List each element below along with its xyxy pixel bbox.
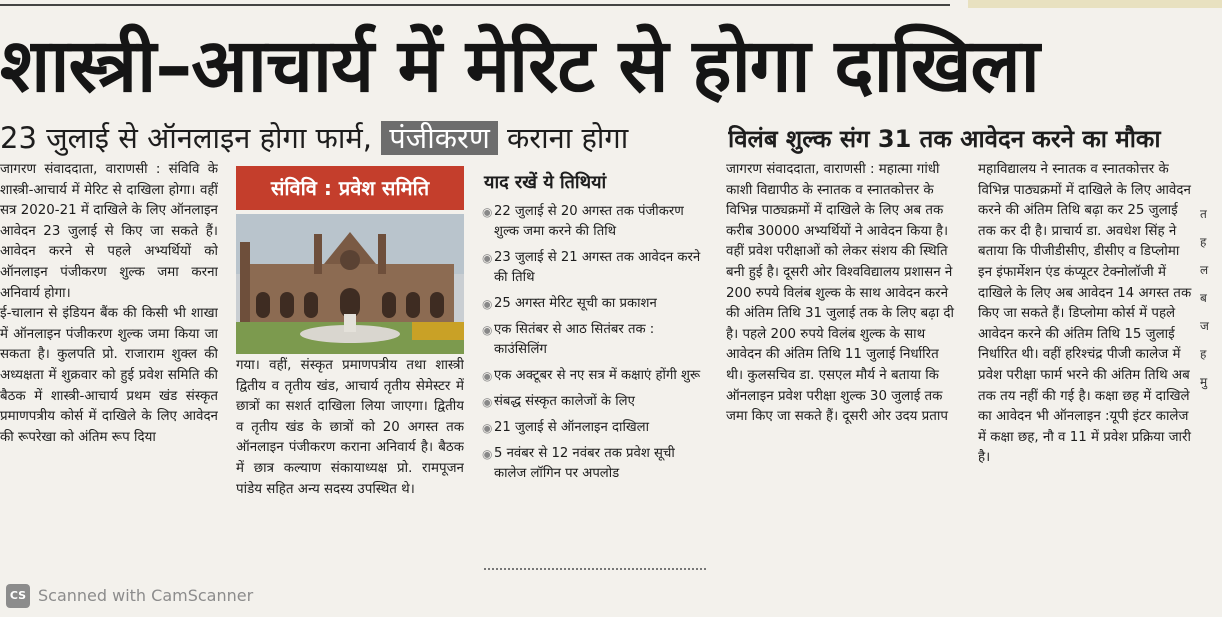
fragment-text: त	[1200, 207, 1207, 221]
date-item-text: एक सितंबर से आठ सितंबर तक : काउंसिलिंग	[494, 322, 655, 357]
bullet-icon: ◉	[482, 395, 493, 409]
bullet-icon: ◉	[482, 447, 493, 461]
left-story-continued: गया। वहीं, संस्कृत प्रमाणपत्रीय तथा शास्त्री द्वितीय व तृतीय खंड, आचार्य तृतीय सेमेस्टर में छात्रों का सशर्त दाखिला लिया जाएगा। द्वितीय व तृतीय खंड के छात्रों को 20 अगस्त तक ऑनलाइन पंजीकरण कराना अनिवार्य है। बैठक में छात्र कल्याण संकायाध्यक्ष प्रो. रामपूजन पांडेय सहित अन्य सदस्य उपस्थित थे।	[236, 358, 464, 497]
adjacent-column-fragments	[1200, 200, 1222, 580]
left-story-column	[0, 160, 218, 568]
date-item	[482, 444, 704, 484]
date-item-text: संबद्ध संस्कृत कालेजों के लिए	[494, 394, 635, 409]
date-item-text: 22 जुलाई से 20 अगस्त तक पंजीकरण शुल्क जमा करने की तिथि	[494, 204, 684, 239]
fragment-text: ल	[1200, 263, 1209, 277]
bullet-icon: ◉	[482, 421, 493, 435]
date-item-text: 23 जुलाई से 21 अगस्त तक आवेदन करने की तिथि	[494, 250, 701, 285]
headline: शास्त्री–आचार्य में मेरिट से होगा दाखिला	[0, 23, 1039, 109]
photo-caption-label: संविवि : प्रवेश समिति	[236, 166, 464, 210]
fragment-text: ह	[1200, 347, 1207, 361]
date-item-text: 21 जुलाई से ऑनलाइन दाखिला	[494, 420, 650, 435]
top-rule	[0, 0, 950, 6]
date-item-text: 25 अगस्त मेरिट सूची का प्रकाशन	[494, 296, 657, 311]
bullet-icon: ◉	[482, 205, 493, 219]
fragment-text: ह	[1200, 235, 1207, 249]
bullet-icon: ◉	[482, 251, 493, 265]
dates-box-title: याद रखें ये तिथियां	[484, 172, 607, 193]
university-building-photo	[236, 214, 464, 354]
subheadline-before: 23 जुलाई से ऑनलाइन होगा फार्म,	[0, 121, 382, 155]
secondary-headline: विलंब शुल्क संग 31 तक आवेदन करने का मौका	[728, 125, 1161, 153]
date-item	[482, 202, 704, 242]
date-item	[482, 248, 704, 288]
bullet-icon: ◉	[482, 369, 493, 383]
date-item	[482, 320, 704, 360]
subheadline-highlight: पंजीकरण	[381, 121, 498, 155]
date-item-text: एक अक्टूबर से नए सत्र में कक्षाएं होंगी शुरू	[494, 368, 701, 383]
date-item	[482, 294, 704, 314]
date-item	[482, 418, 704, 438]
camscanner-logo-icon: CS	[6, 584, 30, 608]
bullet-icon: ◉	[482, 323, 493, 337]
bullet-icon: ◉	[482, 297, 493, 311]
date-item	[482, 392, 704, 412]
right-story-column-2: महाविद्यालय ने स्नातक व स्नातकोत्तर के विभिन्न पाठ्यक्रमों में दाखिले के लिए आवेदन करने की अंतिम तिथि बढ़ा कर 25 जुलाई तक कर दी है। प्राचार्य डा. अवधेश सिंह ने बताया कि पीजीडीसीए, डीसीए व डिप्लोमा इन इंफार्मेशन एंड कंप्यूटर टेक्नोलॉजी में दाखिले के लिए अब आवेदन 14 अगस्त तक किए जा सकते हैं। डिप्लोमा कोर्स में पहले आवेदन करने की अंतिम तिथि 15 जुलाई निर्धारित थी। वहीं हरिश्चंद्र पीजी कालेज में प्रवेश परीक्षा फार्म भरने की अंतिम तिथि अब तक तय नहीं की गई है। कक्षा छह में दाखिले का आवेदन भी ऑनलाइन :यूपी इंटर कालेज में कक्षा छह, नौ व 11 में प्रवेश प्रक्रिया जारी है।	[978, 162, 1192, 466]
subheadline-after: कराना होगा	[497, 121, 629, 155]
adjacent-clipping-edge	[968, 0, 1222, 8]
scanner-watermark-text: Scanned with CamScanner	[38, 586, 254, 605]
dates-box-bottom-rule	[484, 566, 706, 570]
fragment-text: ज	[1200, 319, 1209, 333]
fragment-text: ब	[1200, 291, 1207, 305]
subheadline	[0, 118, 720, 158]
dates-list	[482, 202, 704, 568]
date-item-text: 5 नवंबर से 12 नवंबर तक प्रवेश सूची कालेज लॉगिन पर अपलोड	[494, 446, 675, 481]
date-item	[482, 366, 704, 386]
right-story-column-1: जागरण संवाददाता, वाराणसी : महात्मा गांधी काशी विद्यापीठ के स्नातक व स्नातकोत्तर के विभिन्न पाठ्यक्रमों में दाखिले के लिए अब तक करीब 30000 अभ्यर्थियों ने आवेदन किया है। वहीं प्रवेश परीक्षाओं को लेकर संशय की स्थिति बनी हुई है। दूसरी ओर विश्वविद्यालय प्रशासन ने 200 रुपये विलंब शुल्क के साथ आवेदन करने की अंतिम तिथि 31 जुलाई तक के लिए बढ़ा दी है। पहले 200 रुपये विलंब शुल्क के साथ आवेदन की अंतिम तिथि 11 जुलाई निर्धारित थी। कुलसचिव डा. एसएल मौर्य ने बताया कि ऑनलाइन प्रवेश परीक्षा शुल्क 30 जुलाई तक जमा किए जा सकते हैं। दूसरी ओर उदय प्रताप	[726, 162, 955, 425]
left-story-para2: ई-चालान से इंडियन बैंक की किसी भी शाखा में ऑनलाइन पंजीकरण शुल्क जमा किया जा सकता है। कुलपति प्रो. राजाराम शुक्ल की अध्यक्षता में शुक्रवार को हुई प्रवेश समिति की बैठक में शास्त्री-आचार्य प्रथम खंड संस्कृत प्रमाणपत्रीय कोर्स में दाखिले के लिए आवेदन की रूपरेखा को अंतिम रूप दिया	[0, 306, 218, 445]
fragment-text: मु	[1200, 375, 1208, 389]
left-story-para1: जागरण संवाददाता, वाराणसी : संविवि के शास्त्री-आचार्य में मेरिट से दाखिला होगा। वहीं सत्र 2020-21 में दाखिले के लिए ऑनलाइन आवेदन 23 जुलाई से किए जा सकते हैं। आवेदन करने से पहले अभ्यर्थियों को ऑनलाइन पंजीकरण शुल्क जमा करना अनिवार्य होगा।	[0, 162, 218, 301]
